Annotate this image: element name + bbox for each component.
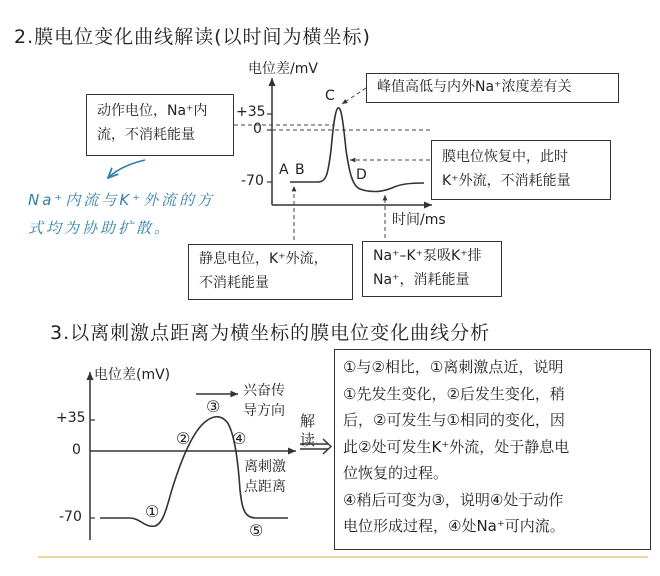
analysis-line: ①先发生变化，②后发生变化，稍 [343, 384, 565, 403]
tick-plus-35-distance: +35 [56, 410, 86, 426]
tick-minus-70-distance: -70 [59, 509, 82, 525]
y-axis-label: 电位差/mV [248, 61, 318, 77]
distance-axis-label: 离刺激 点距离 [244, 459, 286, 495]
recovery-box: 膜电位恢复中，此时 K⁺外流，不消耗能量 [431, 140, 611, 200]
resting-potential-box: 静息电位，K⁺外流， 不消耗能量 [188, 244, 353, 300]
footer-divider [38, 556, 648, 558]
analysis-line: 电位形成过程，④处Na⁺可内流。 [343, 517, 565, 535]
conduction-direction-label: 兴奋传 导方向 [243, 383, 285, 419]
analysis-line: ④稍后可变为③，说明④处于动作 [343, 490, 564, 509]
point-d-label: D [356, 167, 367, 183]
analysis-line: 此②处可发生K⁺外流，处于静息电 [343, 437, 570, 456]
section2-title: 2.膜电位变化曲线解读(以时间为横坐标) [14, 26, 371, 48]
analysis-box [334, 349, 651, 550]
analysis-line: 后，②可发生与①相同的变化，因 [343, 411, 565, 429]
action-potential-box: 动作电位，Na⁺内 流，不消耗能量 [86, 94, 234, 156]
tick-plus-35: +35 [236, 104, 266, 120]
interpretation-label: 解读 [300, 412, 316, 449]
analysis-line: 位恢复的过程。 [343, 464, 449, 482]
marker-3: ③ [206, 397, 221, 416]
marker-1: ① [145, 502, 160, 521]
y-axis-label-distance: 电位差(mV) [94, 367, 171, 383]
marker-5: ⑤ [249, 521, 264, 540]
marker-2: ② [176, 429, 191, 448]
point-c-label: C [325, 88, 335, 104]
x-axis-label: 时间/ms [392, 212, 446, 228]
point-b-label: B [295, 162, 305, 178]
sodium-potassium-pump-box: Na⁺–K⁺泵吸K⁺排 Na⁺，消耗能量 [362, 241, 502, 297]
handwritten-note: Na⁺内流与K⁺外流的方 式均为协助扩散。 [28, 191, 216, 237]
tick-0: 0 [253, 121, 262, 137]
analysis-line: ①与②相比，①离刺激点近，说明 [343, 358, 564, 376]
peak-value-box: 峰值高低与内外Na⁺浓度差有关 [366, 73, 619, 103]
point-a-label: A [279, 162, 289, 178]
tick-0-distance: 0 [72, 442, 81, 458]
tick-minus-70: -70 [241, 173, 264, 189]
marker-4: ④ [232, 429, 247, 448]
section3-title: 3.以离刺激点距离为横坐标的膜电位变化曲线分析 [50, 322, 491, 344]
